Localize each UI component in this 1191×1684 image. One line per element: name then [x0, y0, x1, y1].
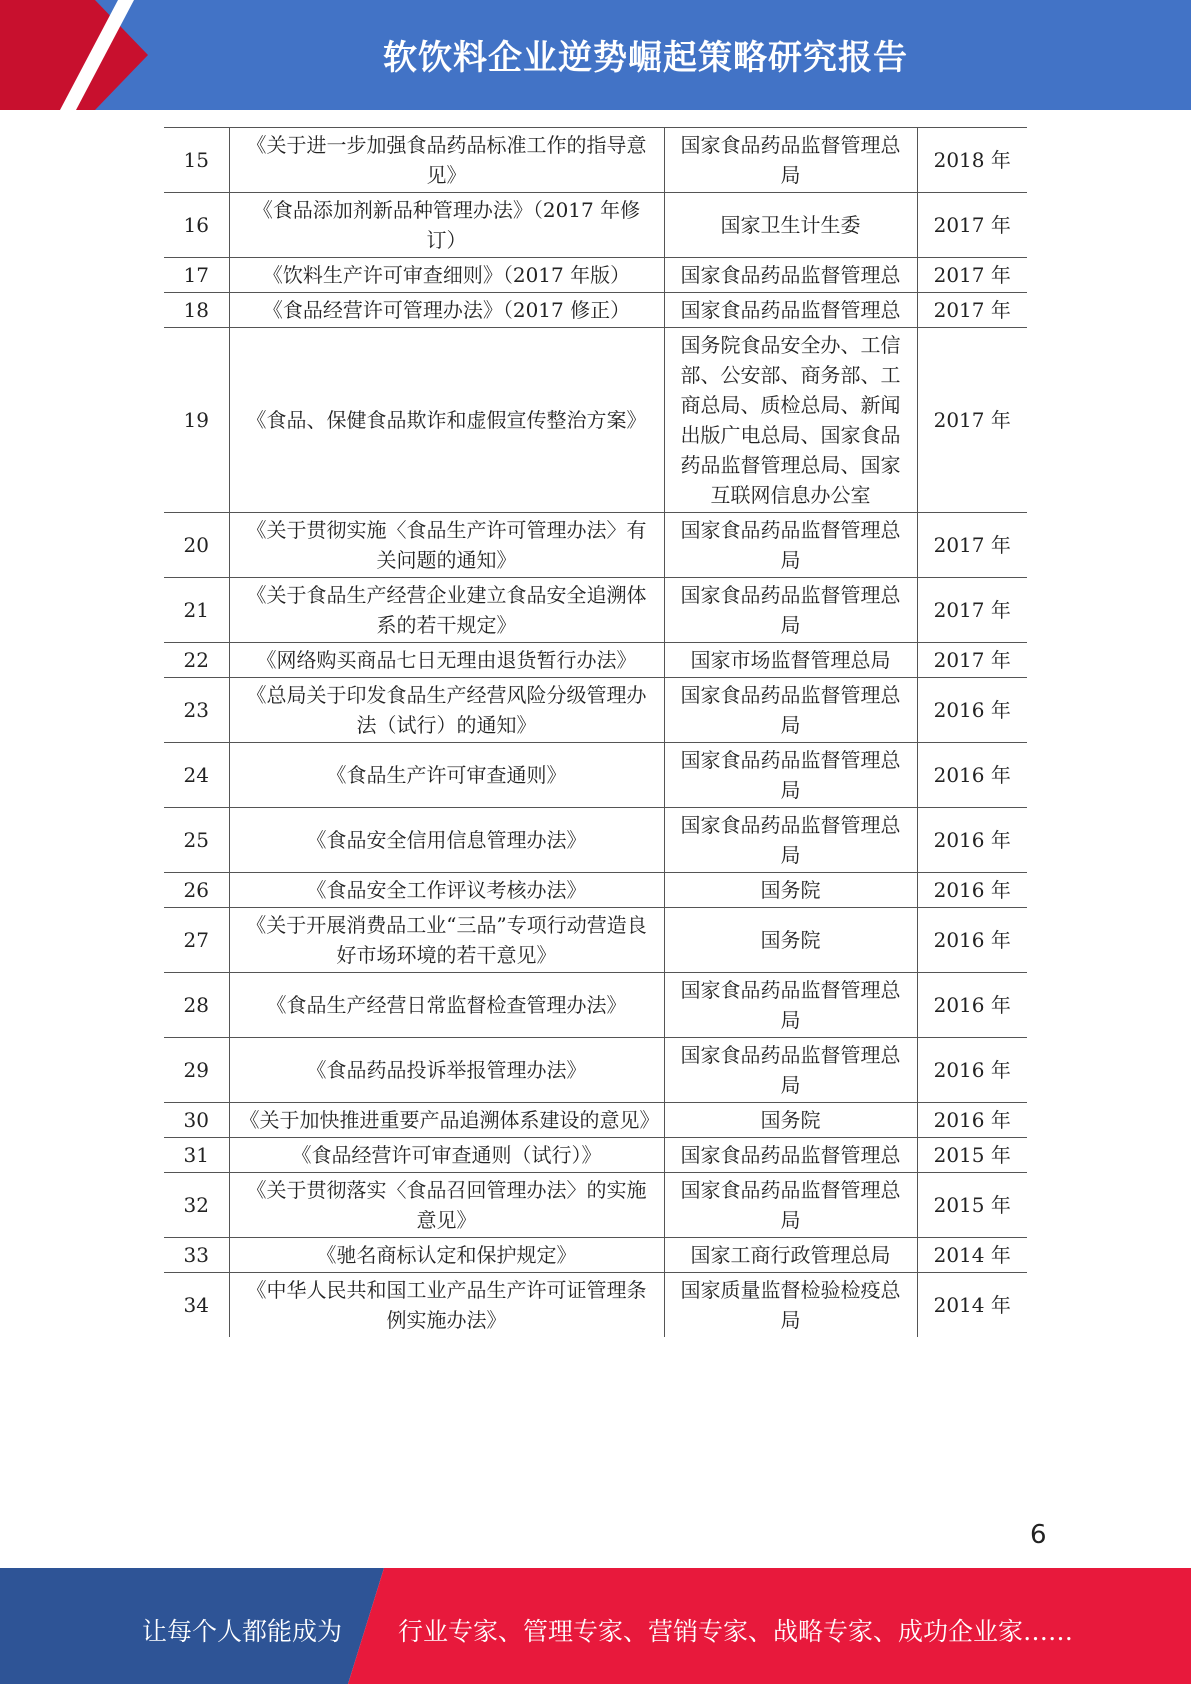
issue-year: 2016 年 — [917, 808, 1027, 873]
table-row — [164, 1138, 1027, 1173]
regulation-name: 《关于食品生产经营企业建立食品安全追溯体系的若干规定》 — [229, 578, 664, 643]
issue-year: 2017 年 — [917, 293, 1027, 328]
issuing-department-text: 国家食品药品监督管理总 — [680, 263, 901, 287]
row-number: 25 — [164, 808, 229, 873]
issue-year: 2017 年 — [917, 328, 1027, 513]
row-number: 21 — [164, 578, 229, 643]
regulation-name: 《驰名商标认定和保护规定》 — [229, 1238, 664, 1273]
issue-year: 2016 年 — [917, 743, 1027, 808]
regulation-name: 《中华人民共和国工业产品生产许可证管理条例实施办法》 — [229, 1273, 664, 1338]
page-footer — [0, 1568, 1191, 1684]
regulation-name: 《食品添加剂新品种管理办法》（2017 年修订） — [229, 193, 664, 258]
row-number: 24 — [164, 743, 229, 808]
regulation-name: 《食品生产许可审查通则》 — [229, 743, 664, 808]
table-row — [164, 873, 1027, 908]
table-row — [164, 1038, 1027, 1103]
issuing-department: 国家食品药品监督管理总局 — [664, 1038, 917, 1103]
row-number: 32 — [164, 1173, 229, 1238]
regulation-name: 《食品药品投诉举报管理办法》 — [229, 1038, 664, 1103]
issuing-department: 国家食品药品监督管理总局 — [664, 1173, 917, 1238]
issue-year: 2017 年 — [917, 513, 1027, 578]
issuing-department-text: 国家食品药品监督管理总 — [680, 298, 901, 322]
regulation-name: 《食品、保健食品欺诈和虚假宣传整治方案》 — [229, 328, 664, 513]
table-row — [164, 1103, 1027, 1138]
issue-year: 2017 年 — [917, 193, 1027, 258]
regulation-name: 《网络购买商品七日无理由退货暂行办法》 — [229, 643, 664, 678]
issue-year: 2017 年 — [917, 258, 1027, 293]
issue-year: 2014 年 — [917, 1273, 1027, 1338]
issue-year: 2014 年 — [917, 1238, 1027, 1273]
row-number: 15 — [164, 128, 229, 193]
issuing-department — [664, 258, 917, 293]
row-number: 16 — [164, 193, 229, 258]
row-number: 19 — [164, 328, 229, 513]
issuing-department: 国家食品药品监督管理总局 — [664, 743, 917, 808]
regulation-name: 《总局关于印发食品生产经营风险分级管理办法（试行）的通知》 — [229, 678, 664, 743]
issue-year: 2017 年 — [917, 578, 1027, 643]
issuing-department: 国家食品药品监督管理总局 — [664, 578, 917, 643]
row-number: 17 — [164, 258, 229, 293]
footer-slogan-right: 行业专家、管理专家、营销专家、战略专家、成功企业家…… — [398, 1617, 1074, 1646]
issuing-department: 国家市场监督管理总局 — [664, 643, 917, 678]
issue-year: 2018 年 — [917, 128, 1027, 193]
table-row — [164, 578, 1027, 643]
issuing-department: 国家食品药品监督管理总局 — [664, 513, 917, 578]
regulation-name: 《食品安全信用信息管理办法》 — [229, 808, 664, 873]
issuing-department — [664, 293, 917, 328]
issue-year: 2015 年 — [917, 1138, 1027, 1173]
issue-year: 2016 年 — [917, 873, 1027, 908]
regulation-name: 《食品经营许可管理办法》（2017 修正） — [229, 293, 664, 328]
regulation-name: 《食品生产经营日常监督检查管理办法》 — [229, 973, 664, 1038]
table-row — [164, 328, 1027, 513]
issuing-department-text: 国家食品药品监督管理总 — [680, 1143, 901, 1167]
row-number: 30 — [164, 1103, 229, 1138]
issue-year: 2016 年 — [917, 973, 1027, 1038]
regulation-name: 《关于开展消费品工业“三品”专项行动营造良好市场环境的若干意见》 — [229, 908, 664, 973]
regulation-name: 《关于贯彻实施〈食品生产许可管理办法〉有关问题的通知》 — [229, 513, 664, 578]
issuing-department: 国家卫生计生委 — [664, 193, 917, 258]
row-number: 33 — [164, 1238, 229, 1273]
regulation-name: 《饮料生产许可审查细则》（2017 年版） — [229, 258, 664, 293]
table-row — [164, 193, 1027, 258]
table-row — [164, 908, 1027, 973]
issuing-department: 国务院 — [664, 908, 917, 973]
issuing-department: 国家工商行政管理总局 — [664, 1238, 917, 1273]
issuing-department: 国务院食品安全办、工信部、公安部、商务部、工商总局、质检总局、新闻出版广电总局、国家食品药品监督管理总局、国家互联网信息办公室 — [664, 328, 917, 513]
table-row — [164, 1273, 1027, 1338]
row-number: 31 — [164, 1138, 229, 1173]
issuing-department: 国家食品药品监督管理总局 — [664, 128, 917, 193]
row-number: 28 — [164, 973, 229, 1038]
table-row — [164, 1238, 1027, 1273]
row-number: 26 — [164, 873, 229, 908]
issuing-department: 国家食品药品监督管理总局 — [664, 678, 917, 743]
footer-slogan-left: 让每个人都能成为 — [142, 1617, 343, 1646]
table-row — [164, 973, 1027, 1038]
issuing-department: 国务院 — [664, 873, 917, 908]
page-header — [0, 0, 1191, 110]
issue-year: 2016 年 — [917, 908, 1027, 973]
table-row — [164, 678, 1027, 743]
table-row — [164, 643, 1027, 678]
row-number: 23 — [164, 678, 229, 743]
issue-year: 2016 年 — [917, 678, 1027, 743]
row-number: 27 — [164, 908, 229, 973]
table-row — [164, 1173, 1027, 1238]
page-number: 6 — [1030, 1520, 1047, 1550]
regulation-name: 《关于进一步加强食品药品标准工作的指导意见》 — [229, 128, 664, 193]
regulations-table — [164, 127, 1027, 1337]
issue-year: 2017 年 — [917, 643, 1027, 678]
table-row — [164, 128, 1027, 193]
regulation-name: 《关于贯彻落实〈食品召回管理办法〉的实施意见》 — [229, 1173, 664, 1238]
row-number: 34 — [164, 1273, 229, 1338]
row-number: 22 — [164, 643, 229, 678]
issuing-department — [664, 1138, 917, 1173]
table-row — [164, 513, 1027, 578]
row-number: 18 — [164, 293, 229, 328]
issuing-department: 国家食品药品监督管理总局 — [664, 973, 917, 1038]
table-row — [164, 293, 1027, 328]
report-title: 软饮料企业逆势崛起策略研究报告 — [383, 38, 908, 78]
issue-year: 2016 年 — [917, 1038, 1027, 1103]
issuing-department: 国务院 — [664, 1103, 917, 1138]
issuing-department: 国家质量监督检验检疫总局 — [664, 1273, 917, 1338]
issuing-department: 国家食品药品监督管理总局 — [664, 808, 917, 873]
issue-year: 2015 年 — [917, 1173, 1027, 1238]
table-row — [164, 808, 1027, 873]
row-number: 29 — [164, 1038, 229, 1103]
table-row — [164, 258, 1027, 293]
regulation-name: 《食品经营许可审查通则（试行）》 — [229, 1138, 664, 1173]
row-number: 20 — [164, 513, 229, 578]
issue-year: 2016 年 — [917, 1103, 1027, 1138]
regulation-name: 《关于加快推进重要产品追溯体系建设的意见》 — [229, 1103, 664, 1138]
regulation-name: 《食品安全工作评议考核办法》 — [229, 873, 664, 908]
table-row — [164, 743, 1027, 808]
